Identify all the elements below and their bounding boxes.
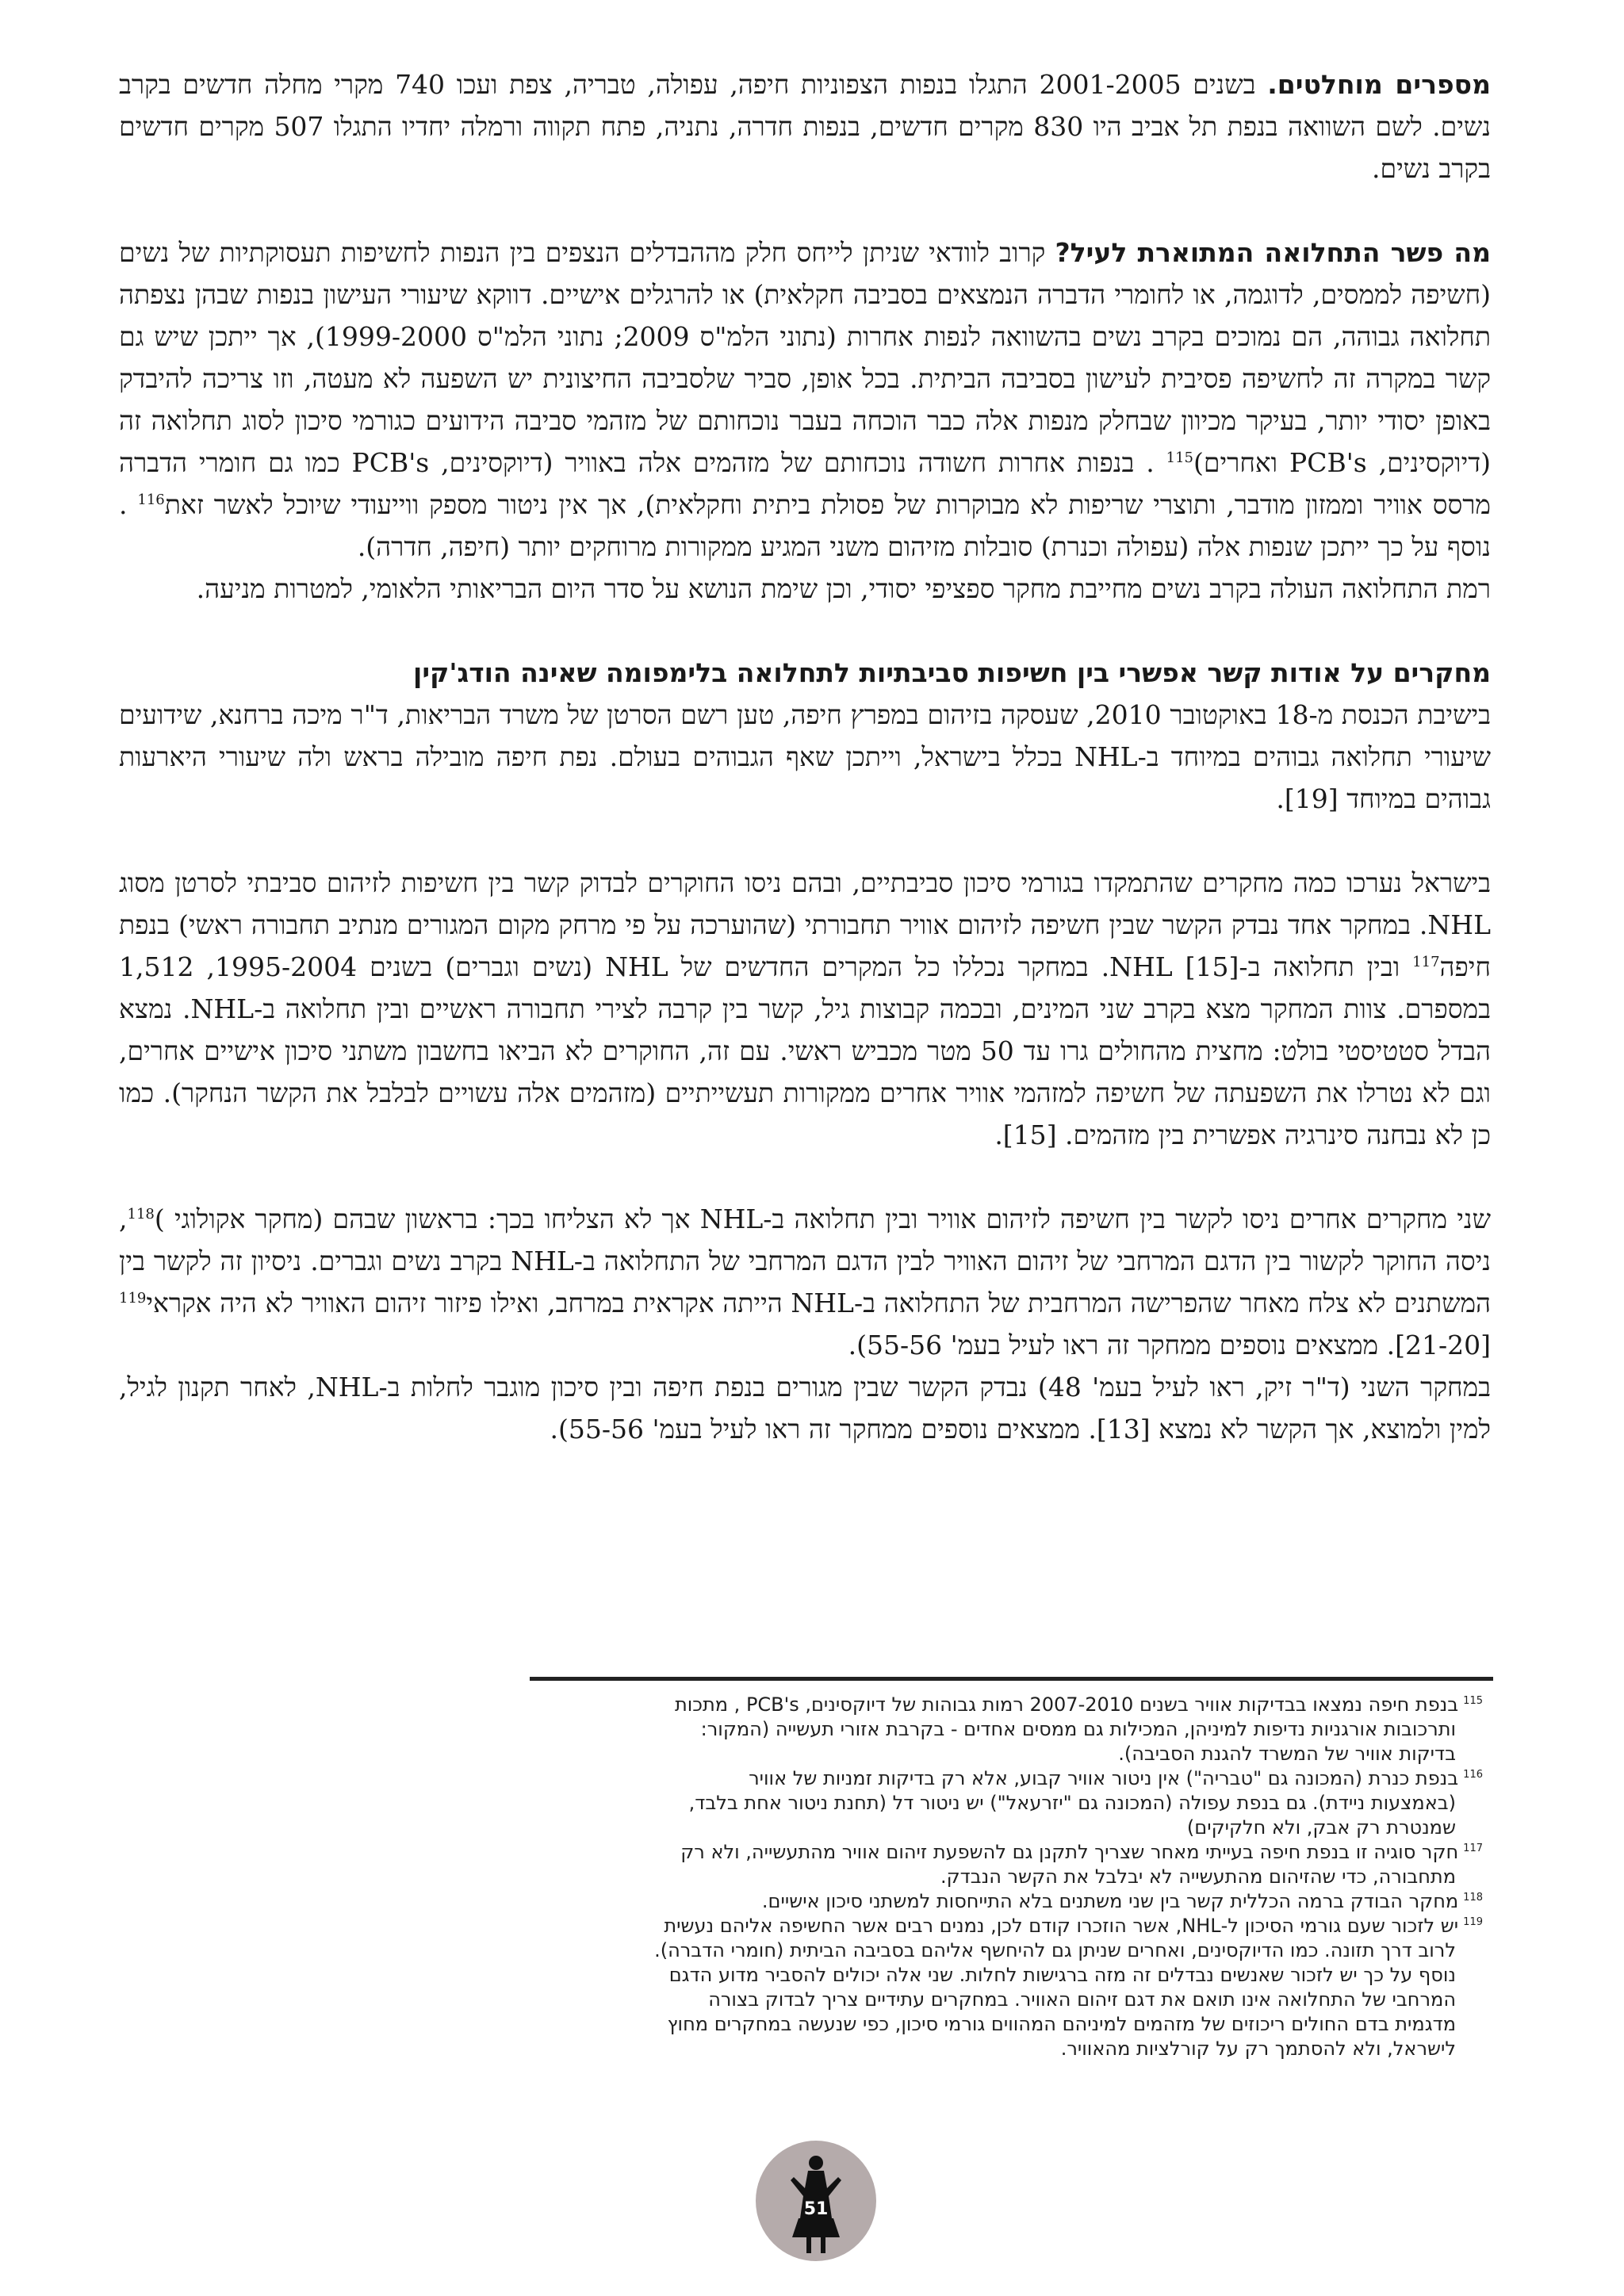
footnote-line: המרחבי של התחלואה אינו תואם את דגם זיהום האוויר. במחקרים עתידיים צריך לבדוק בצורה — [708, 1988, 1456, 2011]
section-heading: מחקרים על אודות קשר אפשרי בין חשיפות סביבתיות לתחלואה בלימפומה שאינה הודג'קין — [413, 657, 1491, 688]
paragraph-text: ובין תחלואה ב-NHL [15]. במחקר נכללו כל המקרים החדשים של NHL (נשים וגברים) בשנים 1995-2004, 1,512 במספרם. צוות המחקר מצא בקרב שני המינים, ובכמה קבוצות גיל, קשר בין קרבה לצירי תחבורה ראשיים ובין תחלואה ב-NHL. נמצא הבדל סטטיסטי בולט: מחצית מהחולים גרו עד 50 מטר מכביש ראשי. עם זה, החוקרים לא הביאו בחשבון משתני סיכון אישיים אחרים, וגם לא נטרלו את השפעתה של חשיפה למזהמי אוויר אחרים ממקורות תעשייתיים (מזהמים אלה עשויים לבלבל את הקשר הנחקר). כמו כן לא נבחנה סינרגיה אפשרית בין מזהמים. [15]. — [119, 951, 1491, 1150]
footnote-ref[interactable]: 119 — [119, 1290, 147, 1307]
footnote-ref[interactable]: 118 — [127, 1206, 155, 1223]
footnote-ref[interactable]: 117 — [1412, 954, 1440, 970]
paragraph-text: קרוב לוודאי שניתן לייחס חלק מההבדלים הנצפים בין הנפות לחשיפות תעסוקתיות של נשים (חשיפה לממסים, לדוגמה, או לחומרי הדברה הנמצאים בסביבה חקלאית) או להרגלים אישיים. דווקא שיעורי העישון בנפות שבהן נצפתה תחלואה גבוהה, הם נמוכים בקרב נשים בהשוואה לנפות אחרות (נתוני הלמ"ס 2009; נתוני הלמ"ס 1999-2000), אך ייתכן שיש גם קשר במקרה זה לחשיפה פסיבית לעישון בסביבה הביתית. בכל אופן, סביר שלסביבה החיצונית יש השפעה לא מעטה, וזו צריכה להיבדק באופן יסודי יותר, בעיקר מכיוון שבחלק מנפות אלה כבר הוכחה בעבר נוכחותם של מזהמי סביבה הידועים כגורמי סיכון לסוג תחלואה זה (דיוקסינים, PCB's ואחרים) — [119, 237, 1491, 478]
paragraph-text: שני מחקרים אחרים ניסו לקשר בין חשיפה לזיהום אוויר ובין תחלואה ב-NHL אך לא הצליחו בכך: בראשון שבהם (מחקר אקולוגי ) — [154, 1203, 1492, 1234]
footnotes — [539, 1693, 1483, 2061]
paragraph-text: [21-20]. ממצאים נוספים ממחקר זה ראו לעיל בעמ' 55-56). — [848, 1330, 1491, 1360]
page-number: 51 — [803, 2199, 829, 2219]
paragraph-text: . נוסף על כך ייתכן שנפות אלה (עפולה וכנרת) סובלות מזיהום משני המגיע ממקורות מרוחקים יותר (חיפה, חדרה). — [119, 489, 1491, 562]
footnote-line: מדגמית בדם החולים ריכוזים של מזהמים למיניהם המהווים גורמי סיכון, כפי שנעשה במחקרים מחוץ — [667, 2013, 1456, 2035]
footnote-line: לישראל, ולא להסתמך רק על קורלציות מהאוויר. — [1060, 2038, 1456, 2060]
paragraph-knesset: בישיבת הכנסת מ-18 באוקטובר 2010, שעסקה בזיהום במפרץ חיפה, טען רשם הסרטן של משרד הבריאות, ד"ר מיכה ברחנא, שידועים שיעורי תחלואה גבוהים במיוחד ב-NHL בכלל בישראל, וייתכן שאף הגבוהים בעולם. נפת חיפה מובילה בראש ולה שיעורי היארעות גבוהים במיוחד [19]. — [119, 699, 1491, 814]
footnote-117: 117חקר סוגיה זו בנפת חיפה בעייתי מאחר שצריך לתקנן גם להשפעת זיהום אוויר מהתעשייה, ולא רק מתחבורה, כדי שהזיהום מהתעשייה לא יבלבל את הקשר הנבדק. — [539, 1840, 1483, 1889]
footnote-line: שמנטרת רק אבק, ולא חלקיקים) — [1186, 1816, 1456, 1839]
paragraph-text: . בנפות אחרות חשודה נוכחותם של מזהמים אלה באוויר (דיוקסינים, PCB's כמו גם חומרי הדברה מרסס אוויר וממזון מודבר, ותוצרי שריפות לא מבוקרות של פסולת ביתית וחקלאית), אך אין ניטור מספק ווייעודי שיוכל לאשר זאת — [119, 447, 1491, 520]
paragraph-text: בשנים 2001-2005 התגלו בנפות הצפוניות חיפה, עפולה, טבריה, צפת ועכו 740 מקרי מחלה חדשים בקרב נשים. לשם השוואה בנפת תל אביב היו 830 מקרים חדשים, בנפות חדרה, נתניה, פתח תקווה ורמלה יחדיו התגלו 507 מקרים חדשים בקרב נשים. — [119, 69, 1491, 184]
footnote-119: 119יש לזכור שעם גורמי הסיכון ל-NHL, אשר הוזכרו קודם לכן, נמנים רבים אשר החשיפה אליהם נעשית לרוב דרך תזונה. כמו הדיוקסינים, ואחרים שניתן גם להיחשף אליהם בסביבה הביתית (חומרי הדברה). נוסף על כך יש לזכור שאנשים נבדלים זה מזה ברגישות לחלות. שני אלה יכולים להסביר מדוע הדגם המרחבי של התחלואה אינו תואם את דגם זיהום האוויר. במחקרים עתידיים צריך לבדוק בצורה מדגמית בדם החולים ריכוזים של מזהמים למיניהם המהווים גורמי סיכון, כפי שנעשה במחקרים מחוץ לישראל, ולא להסתמך רק על קורלציות מהאוויר. — [539, 1914, 1483, 2061]
paragraph-heading: מה פשר התחלואה המתוארת לעיל? — [1055, 237, 1491, 268]
paragraph-other-studies — [119, 1198, 1491, 1366]
paragraph-absolute-numbers — [119, 63, 1491, 189]
footnote-ref[interactable]: 115 — [1166, 450, 1193, 466]
footnote-118: 118מחקר הבודק ברמה הכללית קשר בין שני משתנים בלא התייחסות למשתני סיכון אישיים. — [761, 1890, 1483, 1912]
main-text — [119, 63, 1491, 1450]
paragraph-heading: מספרים מוחלטים. — [1267, 69, 1491, 100]
footnote-ref[interactable]: 116 — [137, 492, 165, 508]
footnote-116: 116בנפת כנרת (המכונה גם "טבריה") אין ניטור אוויר קבוע, אלא רק בדיקות זמניות של אוויר (באמצעות ניידת). גם בנפת עפולה (המכונה גם "יזרעאל") יש ניטור דל (תחנת ניטור אחת בלבד, שמנטרת רק אבק, ולא חלקיקים) — [539, 1766, 1483, 1840]
footnote-115: 115בנפת חיפה נמצאו בבדיקות אוויר בשנים 2007-2010 רמות גבוהות של דיוקסינים, PCB's , מתכות ותרכובות אורגניות נדיפות למיניהן, המכילות גם ממסים אחדים - בקרבת אזורי תעשייה (המקור: בדיקות אוויר של המשרד להגנת הסביבה). — [539, 1693, 1483, 1766]
footnote-line: (באמצעות ניידת). גם בנפת עפולה (המכונה גם "יזרעאל") יש ניטור דל (תחנת ניטור אחת בלבד, — [688, 1792, 1456, 1814]
paragraph-second-study: במחקר השני (ד"ר זיק, ראו לעיל בעמ' 48) נבדק הקשר שבין מגורים בנפת חיפה ובין סיכון מוגבר לחלות ב-NHL, לאחר תקנון לגיל, למין ולמוצא, אך הקשר לא נמצא [13]. ממצאים נוספים ממחקר זה ראו לעיל בעמ' 55-56). — [119, 1372, 1491, 1445]
paragraph-israel-studies — [119, 862, 1491, 1156]
footnote-line: לרוב דרך תזונה. כמו הדיוקסינים, ואחרים שניתן גם להיחשף אליהם בסביבה הביתית (חומרי הדברה). — [654, 1939, 1456, 1961]
footnote-line: מחקר הבודק ברמה הכללית קשר בין שני משתנים בלא התייחסות למשתני סיכון אישיים. — [761, 1890, 1459, 1912]
paragraph-text: , ניסה החוקר לקשור בין הדגם המרחבי של זיהום האוויר לבין הדגם המרחבי של התחלואה ב-NHL בקרב נשים וגברים. ניסיון זה לקשר בין המשתנים לא צלח מאחר שהפרישה המרחבית של התחלואה ב-NHL הייתה אקראית במרחב, ואילו פיזור זיהום האוויר לא היה אקראי — [119, 1203, 1491, 1318]
footnote-divider — [530, 1677, 1493, 1681]
paragraph-text: בישראל נערכו כמה מחקרים שהתמקדו בגורמי סיכון סביבתיים, ובהם ניסו החוקרים לבדוק קשר בין חשיפות לזיהום סביבתי לסרטן מסוג NHL. במחקר אחד נבדק הקשר שבין חשיפה לזיהום אוויר תחבורתי (שהוערכה על פי מרחק מקום המגורים מנתיב תחבורה ראשי) בנפת חיפה — [119, 867, 1492, 982]
paragraph-morbidity-explanation — [119, 232, 1491, 568]
paragraph-research-need: רמת התחלואה העולה בקרב נשים מחייבת מחקר ספציפי יסודי, וכן שימת הנושא על סדר היום הבריאותי הלאומי, למטרות מניעה. — [196, 573, 1491, 604]
footnote-line: מתחבורה, כדי שהזיהום מהתעשייה לא יבלבל את הקשר הנבדק. — [940, 1866, 1456, 1888]
footnote-line: יש לזכור שעם גורמי הסיכון ל-NHL, אשר הוזכרו קודם לכן, נמנים רבים אשר החשיפה אליהם נעשית — [664, 1915, 1459, 1937]
footnote-line: נוסף על כך יש לזכור שאנשים נבדלים זה מזה ברגישות לחלות. שני אלה יכולים להסביר מדוע הדגם — [668, 1964, 1456, 1986]
footnote-line: בדיקות אוויר של המשרד להגנת הסביבה). — [1118, 1743, 1456, 1765]
footnote-line: חקר סוגיה זו בנפת חיפה בעייתי מאחר שצריך לתקנן גם להשפעת זיהום אוויר מהתעשייה, ולא רק — [680, 1841, 1459, 1863]
page-number-badge — [756, 2141, 876, 2261]
footnote-line: בנפת חיפה נמצאו בבדיקות אוויר בשנים 2007-2010 רמות גבוהות של דיוקסינים, PCB's , מתכות — [674, 1693, 1459, 1716]
footnote-line: בנפת כנרת (המכונה גם "טבריה") אין ניטור אוויר קבוע, אלא רק בדיקות זמניות של אוויר — [749, 1767, 1459, 1789]
footnote-line: ותרכובות אורגניות נדיפות למיניהן, המכילות גם ממסים אחדים - בקרבת אזורי תעשייה (המקור: — [700, 1718, 1456, 1740]
